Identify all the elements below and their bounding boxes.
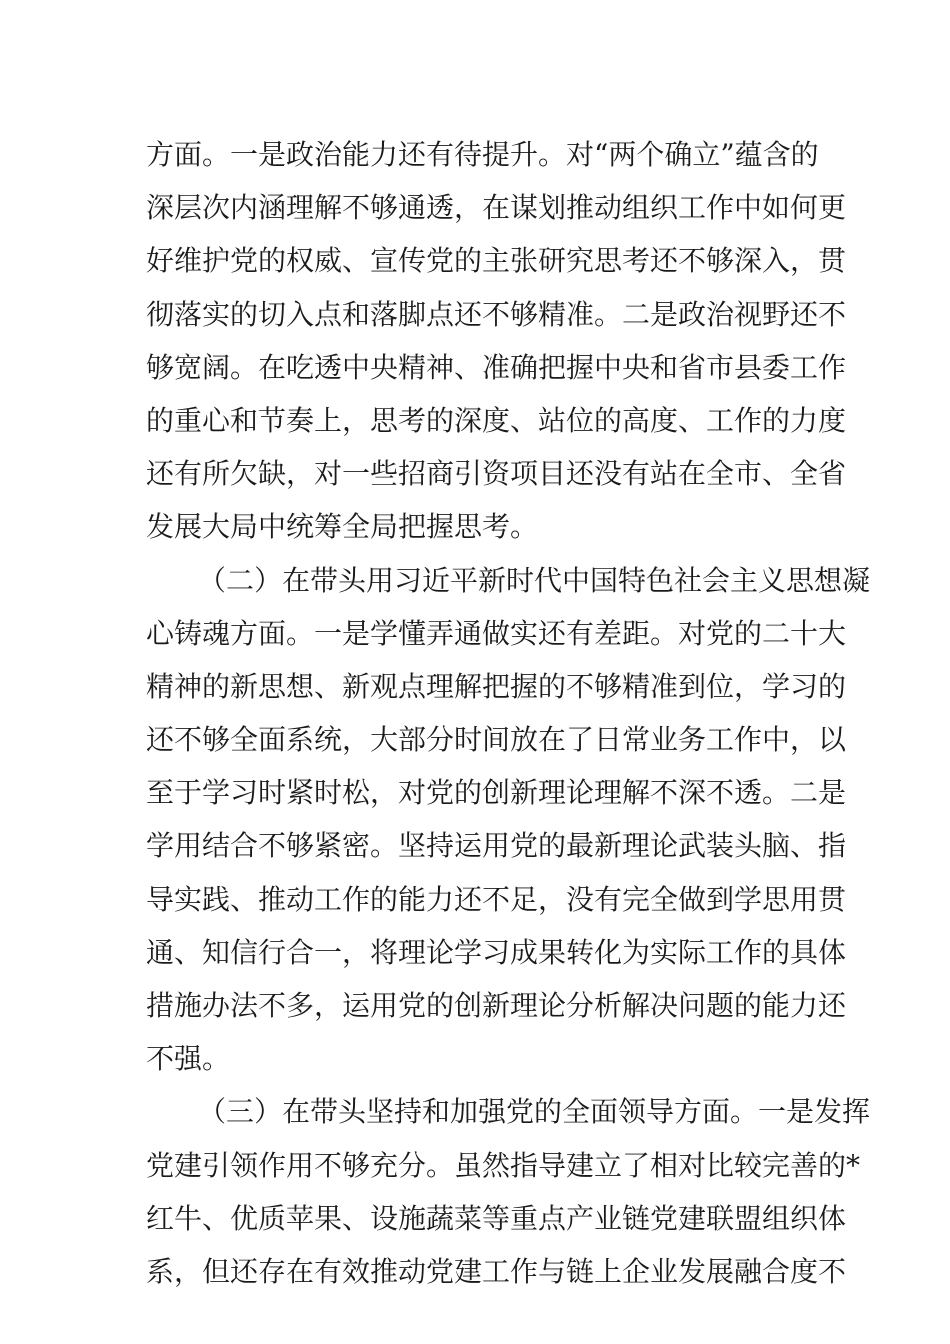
text-line: 彻落实的切入点和落脚点还不够精准。二是政治视野还不 (146, 297, 847, 331)
text-line: 好维护党的权威、宣传党的主张研究思考还不够深入，贯 (146, 244, 847, 278)
text-line: 措施办法不多，运用党的创新理论分析解决问题的能力还 (146, 989, 847, 1022)
text-line: 够宽阔。在吃透中央精神、准确把握中央和省市县委工作 (146, 350, 847, 384)
text-line: 不强。 (146, 1042, 231, 1076)
text-line: 至于学习时紧时松，对党的创新理论理解不深不透。二是 (146, 776, 847, 810)
text-line: 深层次内涵理解不够通透，在谋划推动组织工作中如何更 (146, 191, 847, 225)
text-line: 党建引领作用不够充分。虽然指导建立了相对比较完善的* (146, 1148, 861, 1182)
text-line: 系，但还存在有效推动党建工作与链上企业发展融合度不 (146, 1254, 847, 1288)
text-line: 方面。一是政治能力还有待提升。对“两个确立”蕴含的 (146, 138, 819, 171)
text-line: 还不够全面系统，大部分时间放在了日常业务工作中，以 (146, 723, 847, 757)
text-line: 导实践、推动工作的能力还不足，没有完全做到学思用贯 (146, 882, 847, 916)
section-heading-line: （二）在带头用习近平新时代中国特色社会主义思想凝 (198, 563, 871, 597)
text-line: 红牛、优质苹果、设施蔬菜等重点产业链党建联盟组织体 (146, 1201, 847, 1235)
text-line: 还有所欠缺，对一些招商引资项目还没有站在全市、全省 (146, 457, 847, 491)
text-line: 精神的新思想、新观点理解把握的不够精准到位，学习的 (146, 669, 847, 703)
section-heading-line: （三）在带头坚持和加强党的全面领导方面。一是发挥 (198, 1095, 871, 1129)
text-line: 的重心和节奏上，思考的深度、站位的高度、工作的力度 (146, 403, 847, 437)
text-line: 通、知信行合一，将理论学习成果转化为实际工作的具体 (146, 935, 847, 969)
text-line: 心铸魂方面。一是学懂弄通做实还有差距。对党的二十大 (146, 616, 847, 650)
body-text (146, 128, 871, 1298)
text-line: 学用结合不够紧密。坚持运用党的最新理论武装头脑、指 (146, 829, 847, 863)
text-line: 发展大局中统筹全局把握思考。 (146, 510, 539, 544)
